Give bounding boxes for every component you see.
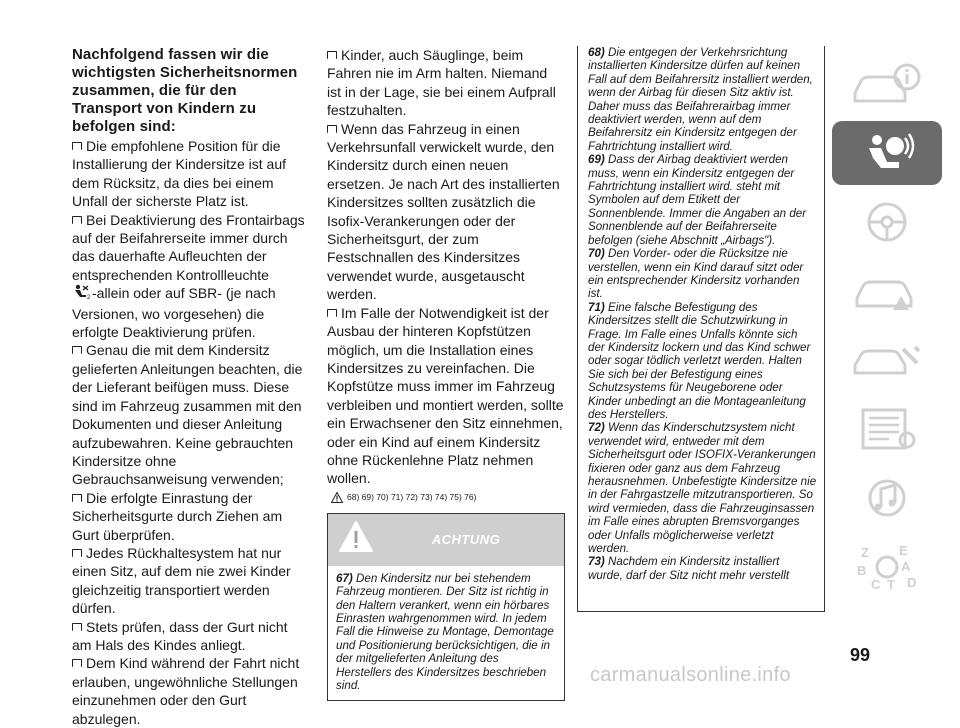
car-info-icon	[847, 59, 927, 109]
bullet-4: Die erfolgte Einrastung der Sicherheitsgurte durch Ziehen am Gurt überprüfen.	[72, 489, 283, 543]
bullet-marker-icon	[327, 309, 337, 317]
svg-text:C: C	[871, 577, 881, 592]
nav-tab-driving[interactable]	[832, 190, 942, 254]
column-2	[327, 46, 565, 701]
warning-triangle-small-icon	[331, 492, 343, 503]
index-letters-icon	[847, 541, 927, 593]
warning-title: ACHTUNG	[431, 531, 501, 547]
notes-panel	[577, 46, 825, 612]
note-68: 68) Die entgegen der Verkehrsrichtung installierten Kindersitze dürfen auf keinen Fall auf dem Beifahrersitz installiert werden, wenn der Airbag für diesen Sitz aktiv ist. Daher muss das Beifahrerairbag immer deaktiviert werden, wenn auf dem Beifahrersitz ein Kindersitz entgegen der Fahrtrichtung installiert wird.	[588, 46, 813, 153]
bullet-marker-icon	[72, 346, 82, 354]
airbag-seat-icon	[847, 128, 927, 178]
svg-text:2: 2	[87, 295, 91, 301]
svg-text:Z: Z	[861, 545, 869, 560]
bullet-marker-icon	[72, 142, 82, 150]
service-wrench-icon	[847, 335, 927, 385]
steering-wheel-icon	[847, 197, 927, 247]
bullet-marker-icon	[72, 216, 82, 224]
bullet-marker-icon	[72, 494, 82, 502]
chapter-navigation	[832, 52, 942, 604]
note-72: 72) Wenn das Kinderschutzsystem nicht verwendet wird, entweder mit dem Sicherheitsgurt oder ISOFIX-Verankerungen fixieren oder ganz aus dem Fahrzeug herausnehmen. Unbefestigte Kindersitze nie in der Fahrgastzelle mitzutransportieren. So wird vermieden, dass die Fahrzeuginsassen im Falle eines abrupten Bremsvorganges oder Unfalls möglicherweise verletzt werden.	[588, 421, 817, 556]
nav-tab-emergency[interactable]	[832, 259, 942, 323]
bullet-8: Kinder, auch Säuglinge, beim Fahren nie im Arm halten. Niemand ist in der Lage, sie bei einem Aufprall festzuhalten.	[327, 47, 556, 119]
warning-body	[328, 566, 564, 701]
specs-list-icon	[847, 404, 927, 454]
airbag-off-warning-icon	[72, 284, 92, 304]
bullet-9: Wenn das Fahrzeug in einen Verkehrsunfall verwickelt wurde, den Kindersitz durch einen neuen ersetzen. Je nach Art des installierten Kindersitzes sollten zusätzlich die Isofix-Verankerungen oder der Sicherheitsgurt, der zum Festschnallen des Kindersitzes verwendet wurde, ausgetauscht werden.	[327, 120, 560, 303]
note-69: 69) Dass der Airbag deaktiviert werden muss, wenn ein Kindersitz entgegen der Fahrtrichtung installiert wird. steht mit Symbolen auf dem Etikett der Sonnenblende. Immer die Angaben an der Sonnenblende auf der Beifahrerseite befolgen (siehe Abschnitt „Airbags").	[588, 153, 807, 247]
svg-text:B: B	[857, 563, 867, 578]
warning-number: 67)	[336, 571, 353, 585]
bullet-2: Bei Deaktivierung des Frontairbags auf der Beifahrerseite immer durch das dauerhafte Aufleuchten der entsprechenden Kontrollleuchte 2 -allein oder auf SBR- (je nach Versionen, wo vorgesehen) die erfolgte Deaktivierung prüfen.	[72, 211, 305, 341]
bullet-3: Genau die mit dem Kindersitz gelieferten Anleitungen beachten, die der Lieferant beifügen muss. Diese sind im Fahrzeug zusammen mit den Dokumenten und dieser Anleitung aufzubewahren. Keine gebrauchten Kindersitze ohne Gebrauchsanweisung verwenden;	[72, 342, 303, 488]
multimedia-icon	[847, 473, 927, 523]
bullet-7: Dem Kind während der Fahrt nicht erlauben, ungewöhnliche Stellungen einzunehmen oder den Gurt abzulegen.	[72, 655, 300, 727]
nav-tab-car-info[interactable]	[832, 52, 942, 116]
bullet-marker-icon	[327, 51, 337, 59]
nav-tab-maintenance[interactable]	[832, 328, 942, 392]
column-1	[72, 46, 310, 728]
warning-text: Den Kindersitz nur bei stehendem Fahrzeug montieren. Der Sitz ist richtig in den Haltern verankert, wenn ein hörbares Einrasten wahrgenommen wird. In jedem Fall die Hinweise zu Montage, Demontage und Positionierung berücksichtigen, die in der mitgelieferten Anleitung des Herstellers des Kindersitzes beschrieben sind.	[336, 571, 554, 692]
warning-header	[328, 514, 564, 566]
car-breakdown-icon	[847, 266, 927, 316]
svg-text:T: T	[887, 577, 895, 592]
column-3-notes	[577, 46, 825, 612]
bullet-6: Stets prüfen, dass der Gurt nicht am Hals des Kindes anliegt.	[72, 618, 288, 653]
watermark: carmanualsonline.info	[590, 664, 791, 686]
bullet-1: Die empfohlene Position für die Installierung der Kindersitze ist auf dem Rücksitz, da dies bei einem Unfall der sicherste Platz ist.	[72, 138, 286, 210]
nav-tab-safety[interactable]	[832, 121, 942, 185]
bullet-marker-icon	[72, 549, 82, 557]
note-70: 70) Den Vorder- oder die Rücksitze nie verstellen, wenn ein Kind darauf sitzt oder ein entsprechender Kindersitz vorhanden ist.	[588, 247, 804, 301]
nav-tab-multimedia[interactable]	[832, 466, 942, 530]
bullet-marker-icon	[327, 125, 337, 133]
bullet-10: Im Falle der Notwendigkeit ist der Ausbau der hinteren Kopfstützen möglich, um die Installation eines Kindersitzes zu vereinfachen. Die Kopfstütze muss immer im Fahrzeug verbleiben und montiert werden, sollte ein Erwachsener den Sitz einnehmen, oder ein Kind auf einem Kindersitz ohne Rückenlehne Platz nehmen wollen.	[327, 304, 564, 487]
nav-tab-technical-data[interactable]	[832, 397, 942, 461]
svg-text:D: D	[907, 575, 917, 590]
warning-references: 68) 69) 70) 71) 72) 73) 74) 75) 76)	[331, 492, 565, 503]
bullet-5: Jedes Rückhaltesystem hat nur einen Sitz, auf dem nie zwei Kinder gleichzeitig transportiert werden dürfen.	[72, 544, 291, 617]
note-73: 73) Nachdem ein Kindersitz installiert wurde, darf der Sitz nicht mehr verstellt	[588, 555, 790, 582]
svg-text:E: E	[899, 543, 908, 558]
section-heading: Nachfolgend fassen wir die wichtigsten Sicherheitsnormen zusammen, die für den Transport von Kindern zu befolgen sind:	[72, 46, 298, 135]
note-71: 71) Eine falsche Befestigung des Kindersitzes stellt die Schutzwirkung in Frage. Im Falle eines Unfalls könnte sich der Kindersitz lockern und das Kind schwer oder sogar tödlich verletzt werden. Halten Sie sich bei der Befestigung eines Schutzsystems für Neugeborene oder Kinder unbedingt an die Montageanleitung des Herstellers.	[588, 300, 811, 421]
svg-text:A: A	[901, 559, 911, 574]
bullet-marker-icon	[72, 659, 82, 667]
bullet-marker-icon	[72, 623, 82, 631]
warning-box	[327, 513, 565, 702]
page-number: 99	[850, 645, 871, 665]
nav-tab-index[interactable]	[832, 535, 942, 599]
